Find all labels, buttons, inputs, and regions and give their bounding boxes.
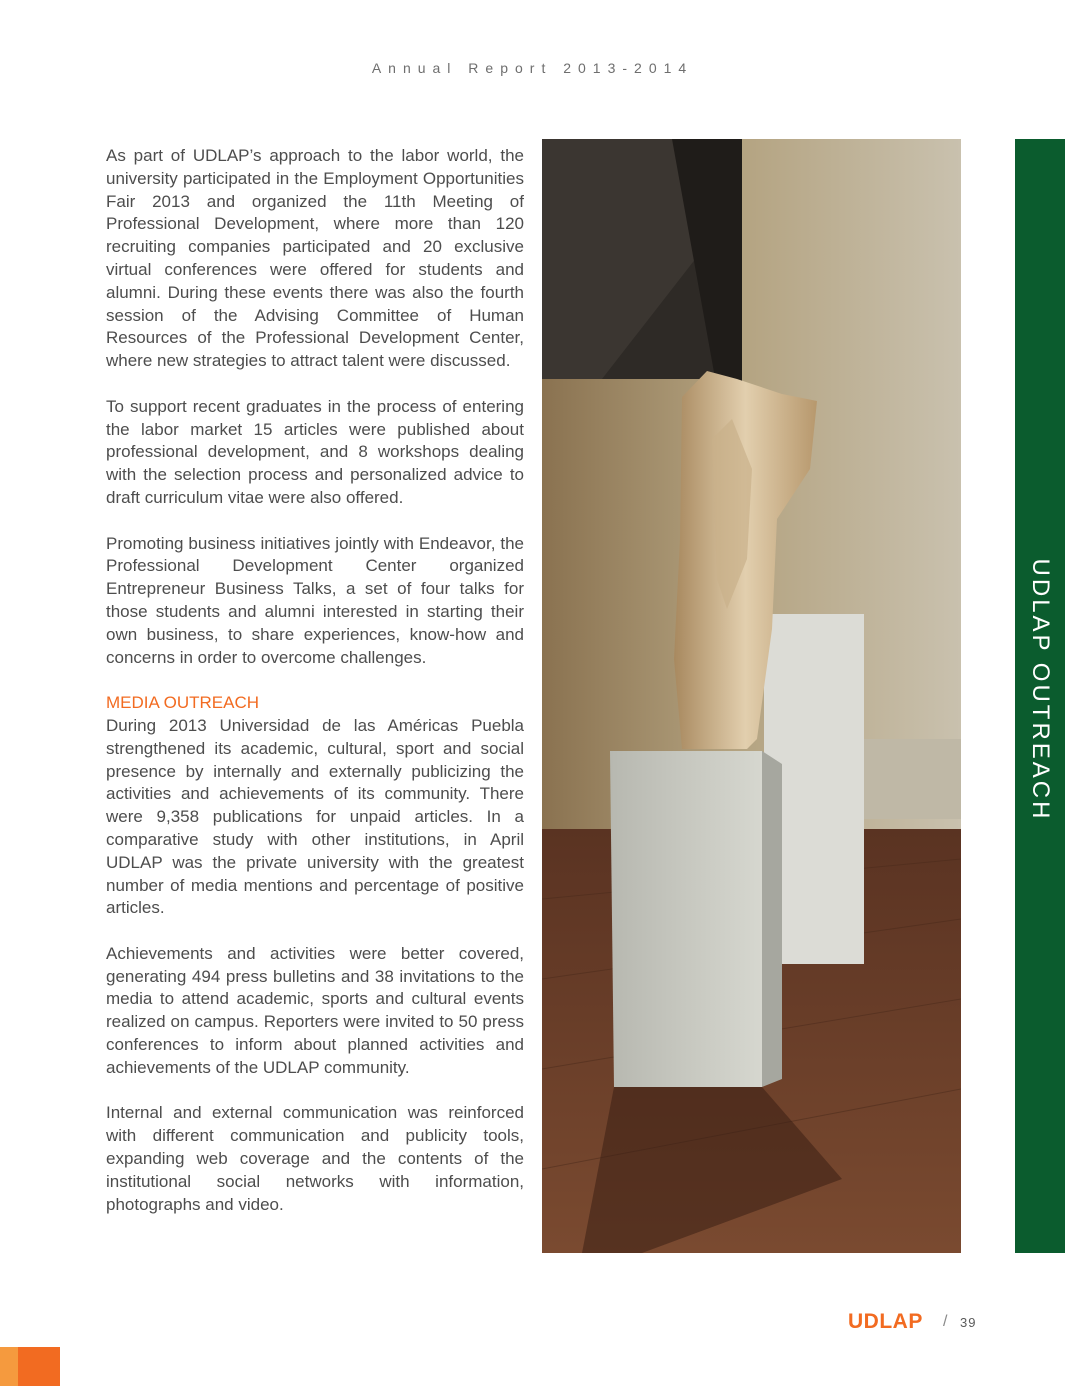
body-paragraph: Internal and external communication was reinforced with different communication and publicity tools, expanding web coverage and the contents of the institutional social networks with information, photographs and video. — [106, 1103, 524, 1214]
udlap-logo: UDLAP — [848, 1310, 923, 1333]
side-tab-label: UDLAP OUTREACH — [1027, 558, 1054, 822]
body-paragraph: During 2013 Universidad de las Américas Puebla strengthened its academic, cultural, sport and social presence by internally and externally publicizing the activities and achievements of its community. There were 9,358 publications for unpaid articles. In a comparative study with other institutions, in April UDLAP was the private university with the greatest number of media mentions and percentage of positive articles. — [106, 715, 524, 918]
footer-separator: / — [943, 1313, 948, 1330]
body-paragraph: Promoting business initiatives jointly with Endeavor, the Professional Development Center organized Entrepreneur Business Talks, a set of four talks for those students and alumni interested in starting their own business, to share experiences, know-how and concerns in order to overcome challenges. — [106, 533, 524, 667]
sculpture-photo — [542, 139, 961, 1253]
page-number: 39 — [960, 1315, 977, 1330]
running-header: Annual Report 2013-2014 — [371, 60, 694, 76]
section-heading-media-outreach: MEDIA OUTREACH — [106, 693, 260, 713]
body-paragraph: Achievements and activities were better covered, generating 494 press bulletins and 38 invitations to the media to attend academic, sports and cultural events realized on campus. Reporters were invited to 50 press conferences to inform about planned activities and achievements of the UDLAP community. — [106, 943, 524, 1077]
corner-color-block — [0, 1347, 60, 1386]
body-text-column — [106, 145, 524, 1239]
body-paragraph: As part of UDLAP’s approach to the labor world, the university participated in the Employment Opportunities Fair 2013 and organized the 11th Meeting of Professional Development, where more than 120 recruiting companies participated and 20 exclusive virtual conferences were offered for students and alumni. During these events there was also the fourth session of the Advising Committee of Human Resources of the Professional Development Center, where new strategies to attract talent were discussed. — [106, 146, 524, 371]
body-paragraph: To support recent graduates in the process of entering the labor market 15 articles were published about professional development, and 8 workshops dealing with the selection process and personalized advice to draft curriculum vitae were also offered. — [106, 396, 524, 507]
